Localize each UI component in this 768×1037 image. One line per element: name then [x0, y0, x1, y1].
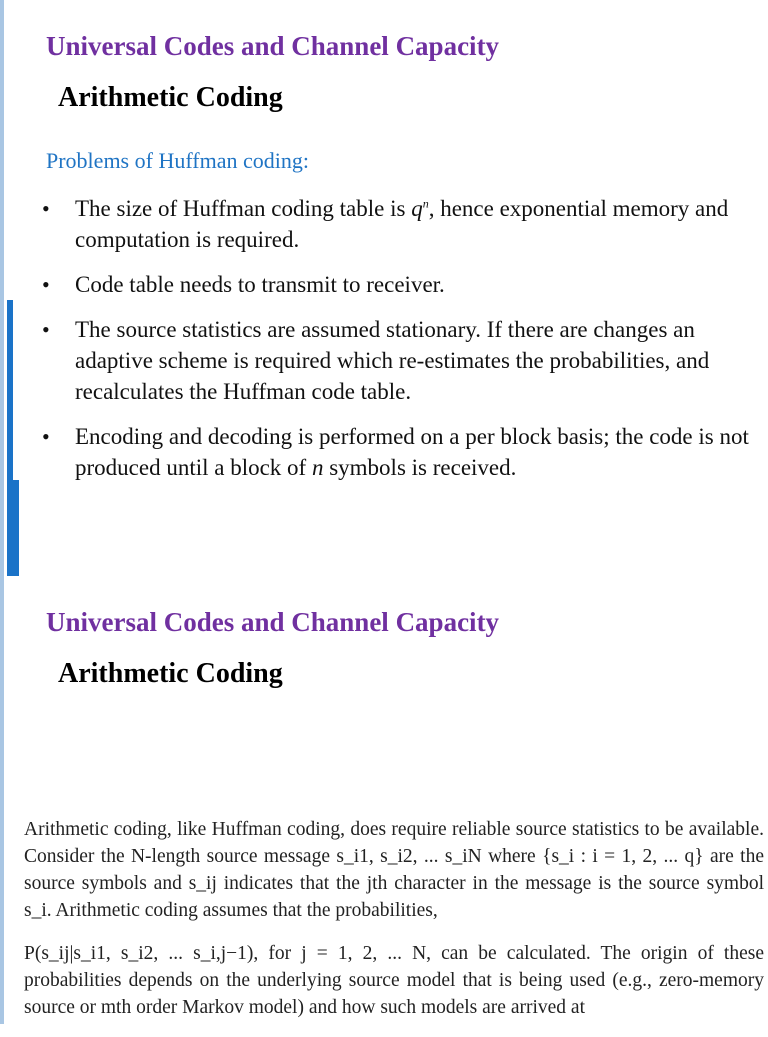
bullet-item	[40, 421, 760, 483]
slide-subtitle: Arithmetic Coding	[58, 658, 283, 689]
slide-edge-accent-2	[13, 480, 19, 576]
slide-edge-light	[0, 0, 4, 576]
excerpt-paragraph: Arithmetic coding, like Huffman coding, does require reliable source statistics to be available. Consider the N-length source message s_i1, s_i2, ... s_iN where {s_i : i = 1, 2, ... q} are the source symbols and s_ij indicates that the jth character in the message is the source symbol s_i. Arithmetic coding assumes that the probabilities,	[24, 819, 764, 921]
bullet-text: symbols is received.	[323, 455, 517, 480]
slide-edge-light	[0, 576, 4, 1024]
bullet-text: Code table needs to transmit to receiver.	[75, 272, 445, 297]
bullet-icon: •	[42, 424, 50, 449]
slide-title: Universal Codes and Channel Capacity	[46, 31, 500, 61]
bullet-icon: •	[42, 317, 50, 342]
bullet-icon: •	[42, 272, 50, 297]
bullet-text: Encoding and decoding is performed on a per block basis; the code is not produced until a block of	[75, 424, 749, 480]
bullet-item	[40, 269, 760, 300]
bullet-superscript: n	[422, 196, 429, 211]
bullet-item	[40, 314, 760, 407]
paper-excerpt	[24, 816, 764, 1037]
slide-title: Universal Codes and Channel Capacity	[46, 607, 500, 637]
bullet-list	[40, 193, 760, 497]
slide-2	[0, 576, 768, 1024]
problems-heading: Problems of Huffman coding:	[46, 148, 309, 173]
slide-subtitle: Arithmetic Coding	[58, 82, 283, 113]
excerpt-paragraph: P(s_ij|s_i1, s_i2, ... s_i,j−1), for j = 1, 2, ... N, can be calculated. The origin of these probabilities depends on the underlying source model that is being used (e.g., zero-memory source or mth order Markov model) and how such models are arrived at	[24, 943, 764, 1018]
bullet-text: The size of Huffman coding table is	[75, 196, 412, 221]
bullet-variable: n	[311, 455, 324, 480]
bullet-text: , hence exponential memory and computation is required.	[75, 196, 729, 252]
bullet-item	[40, 193, 760, 255]
bullet-text: The source statistics are assumed stationary. If there are changes an adaptive scheme is required which re-estimates the probabilities, and recalculates the Huffman code table.	[75, 317, 710, 404]
bullet-variable: q	[411, 196, 423, 221]
bullet-icon: •	[42, 196, 50, 221]
